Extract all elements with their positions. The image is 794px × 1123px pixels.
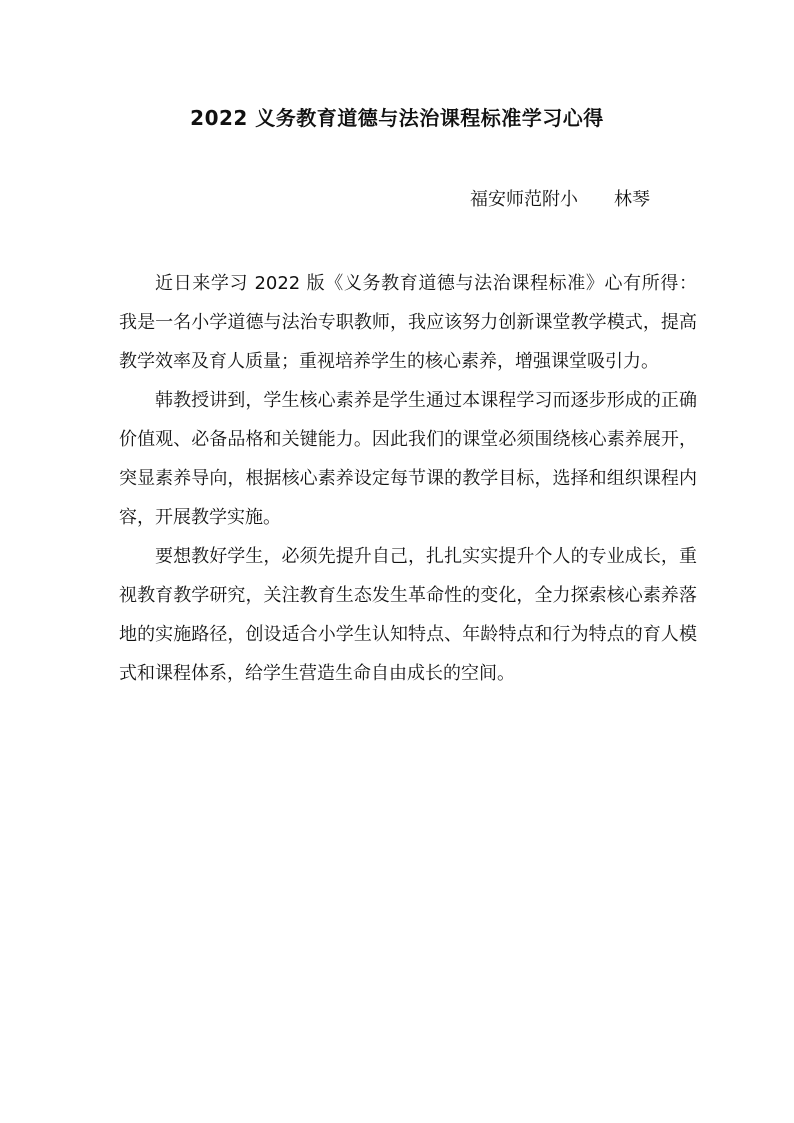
document-title: 2022 义务教育道德与法治课程标准学习心得 (190, 106, 604, 130)
byline (470, 186, 650, 214)
author-name: 林琴 (614, 189, 650, 210)
paragraph-2: 韩教授讲到，学生核心素养是学生通过本课程学习而逐步形成的正确价值观、必备品格和关键能力。因此我们的课堂必须围绕核心素养展开，突显素养导向，根据核心素养设定每节课的教学目标，选择和组织课程内容，开展教学实施。 (119, 390, 697, 528)
paragraph-3: 要想教好学生，必须先提升自己，扎扎实实提升个人的专业成长，重视教育教学研究，关注教育生态发生革命性的变化，全力探索核心素养落地的实施路径，创设适合小学生认知特点、年龄特点和行为特点的育人模式和课程体系，给学生营造生命自由成长的空间。 (119, 546, 697, 684)
school-name: 福安师范附小 (470, 189, 578, 210)
paragraph-1: 近日来学习 2022 版《义务教育道德与法治课程标准》心有所得：我是一名小学道德与法治专职教师，我应该努力创新课堂教学模式，提高教学效率及育人质量；重视培养学生的核心素养，增强课堂吸引力。 (119, 273, 697, 372)
document-body (119, 264, 697, 693)
